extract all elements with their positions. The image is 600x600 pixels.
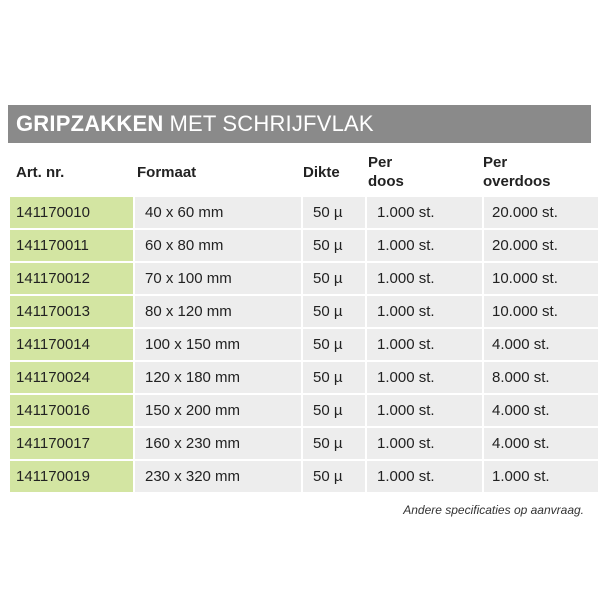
column-header-per-overdoos-line2: overdoos — [483, 173, 551, 190]
dikte-cell: 50 µ — [303, 263, 365, 294]
table-title-bar — [8, 105, 591, 143]
column-header-per-doos-line1: Per — [368, 154, 393, 171]
formaat-cell: 80 x 120 mm — [135, 296, 301, 327]
dikte-cell: 50 µ — [303, 395, 365, 426]
per-overdoos-cell: 10.000 st. — [484, 296, 598, 327]
per-overdoos-cell: 4.000 st. — [484, 428, 598, 459]
column-header-art-nr: Art. nr. — [16, 163, 65, 181]
formaat-cell: 150 x 200 mm — [135, 395, 301, 426]
per-doos-cell: 1.000 st. — [367, 428, 482, 459]
per-overdoos-cell: 20.000 st. — [484, 230, 598, 261]
formaat-cell: 120 x 180 mm — [135, 362, 301, 393]
dikte-cell: 50 µ — [303, 197, 365, 228]
per-overdoos-cell: 20.000 st. — [484, 197, 598, 228]
per-doos-cell: 1.000 st. — [367, 395, 482, 426]
formaat-cell: 60 x 80 mm — [135, 230, 301, 261]
table-row — [8, 296, 591, 327]
table-row — [8, 395, 591, 426]
column-header-dikte: Dikte — [303, 163, 340, 181]
dikte-cell: 50 µ — [303, 428, 365, 459]
art-nr-cell: 141170010 — [10, 197, 133, 228]
per-overdoos-cell: 1.000 st. — [484, 461, 598, 492]
per-overdoos-cell: 4.000 st. — [484, 329, 598, 360]
dikte-cell: 50 µ — [303, 230, 365, 261]
formaat-cell: 160 x 230 mm — [135, 428, 301, 459]
per-doos-cell: 1.000 st. — [367, 362, 482, 393]
art-nr-cell: 141170017 — [10, 428, 133, 459]
table-row — [8, 461, 591, 492]
art-nr-cell: 141170016 — [10, 395, 133, 426]
column-header-per-overdoos — [483, 150, 551, 194]
title-bold: GRIPZAKKEN — [16, 111, 164, 136]
art-nr-cell: 141170012 — [10, 263, 133, 294]
formaat-cell: 100 x 150 mm — [135, 329, 301, 360]
per-overdoos-cell: 4.000 st. — [484, 395, 598, 426]
table-row — [8, 329, 591, 360]
formaat-cell: 230 x 320 mm — [135, 461, 301, 492]
dikte-cell: 50 µ — [303, 296, 365, 327]
art-nr-cell: 141170019 — [10, 461, 133, 492]
column-header-per-doos — [368, 150, 404, 194]
per-doos-cell: 1.000 st. — [367, 461, 482, 492]
dikte-cell: 50 µ — [303, 329, 365, 360]
art-nr-cell: 141170014 — [10, 329, 133, 360]
formaat-cell: 40 x 60 mm — [135, 197, 301, 228]
table-row — [8, 230, 591, 261]
per-overdoos-cell: 8.000 st. — [484, 362, 598, 393]
table-row — [8, 197, 591, 228]
art-nr-cell: 141170024 — [10, 362, 133, 393]
per-doos-cell: 1.000 st. — [367, 296, 482, 327]
per-overdoos-cell: 10.000 st. — [484, 263, 598, 294]
per-doos-cell: 1.000 st. — [367, 263, 482, 294]
art-nr-cell: 141170013 — [10, 296, 133, 327]
formaat-cell: 70 x 100 mm — [135, 263, 301, 294]
table-row — [8, 428, 591, 459]
dikte-cell: 50 µ — [303, 362, 365, 393]
column-header-per-overdoos-line1: Per — [483, 154, 508, 171]
title-light: MET SCHRIJFVLAK — [169, 111, 374, 136]
per-doos-cell: 1.000 st. — [367, 329, 482, 360]
table-row — [8, 362, 591, 393]
dikte-cell: 50 µ — [303, 461, 365, 492]
art-nr-cell: 141170011 — [10, 230, 133, 261]
per-doos-cell: 1.000 st. — [367, 197, 482, 228]
per-doos-cell: 1.000 st. — [367, 230, 482, 261]
footnote: Andere specificaties op aanvraag. — [403, 503, 584, 517]
table-row — [8, 263, 591, 294]
column-header-formaat: Formaat — [137, 163, 197, 181]
column-header-per-doos-line2: doos — [368, 173, 404, 190]
